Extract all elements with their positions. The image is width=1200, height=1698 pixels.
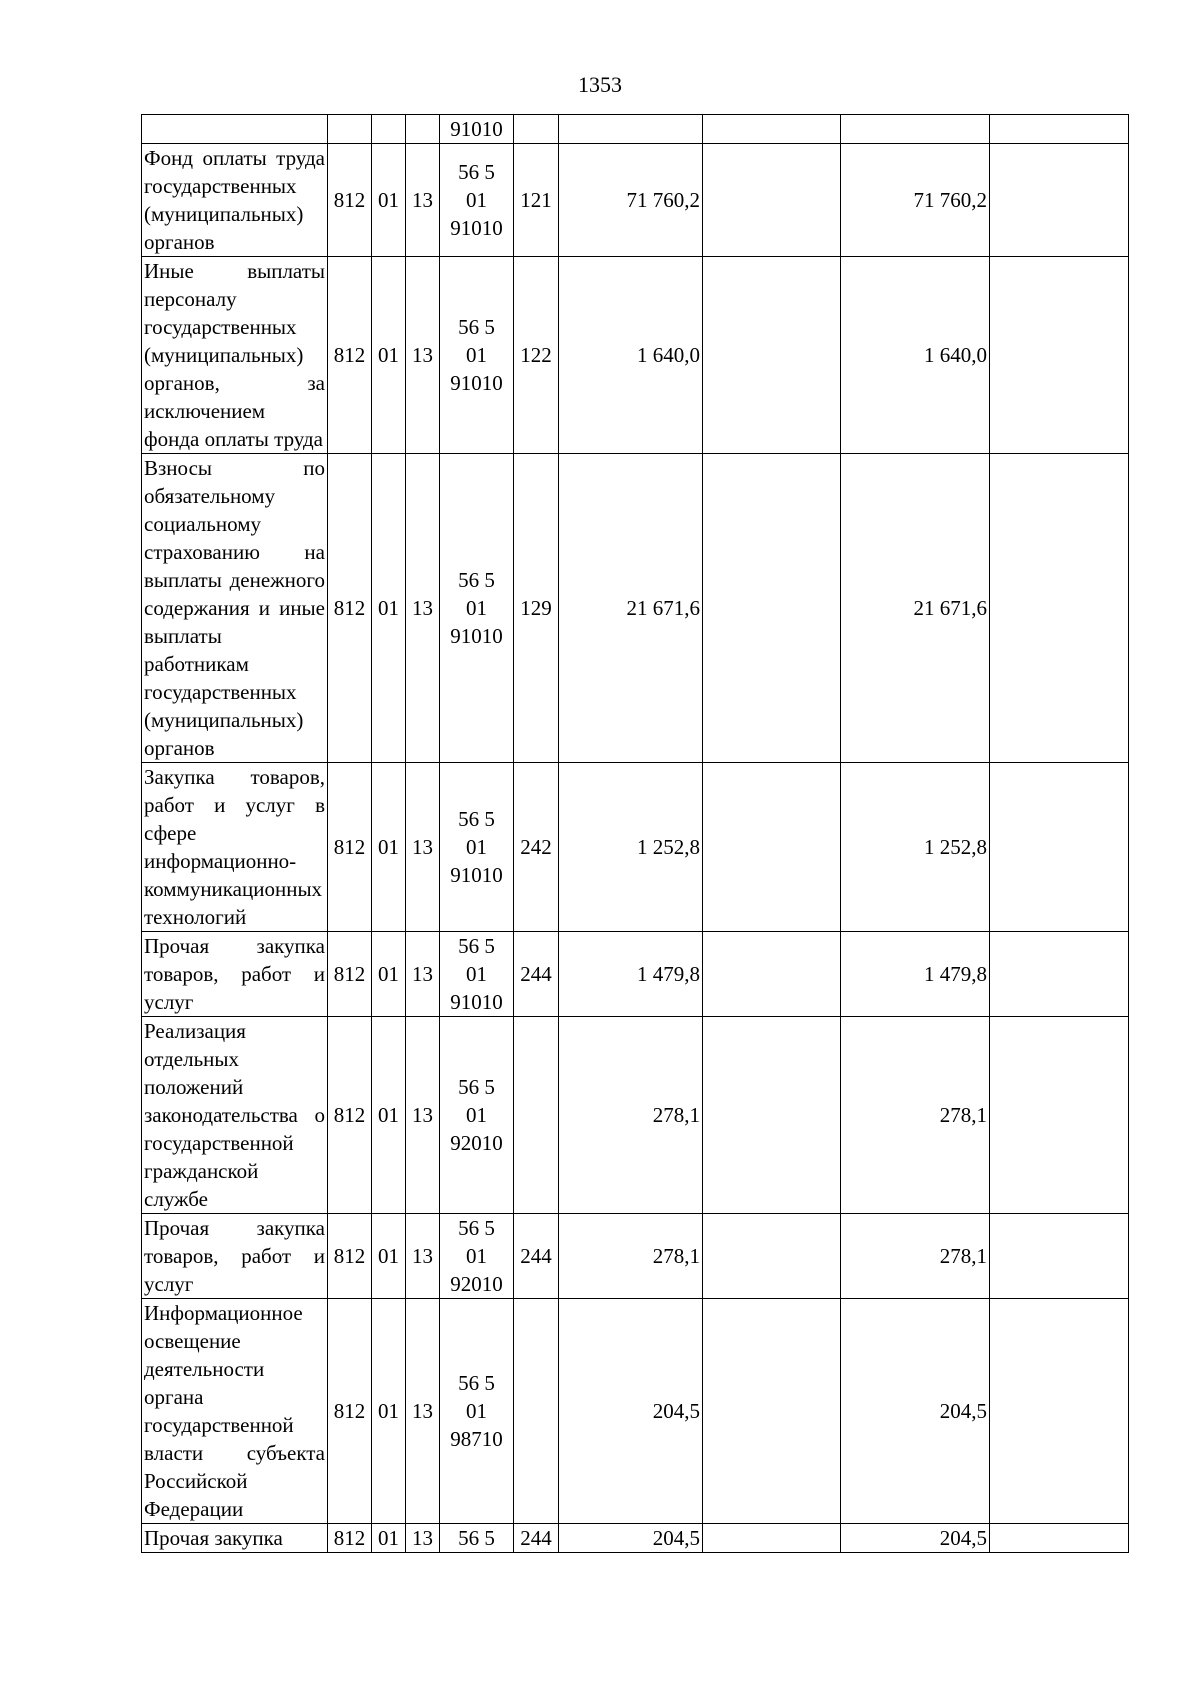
- expense-type-code-cell: 244: [514, 1214, 559, 1299]
- subsection-code-cell: 13: [406, 1524, 440, 1553]
- expense-type-code-cell: 244: [514, 932, 559, 1017]
- expense-type-code-cell: 129: [514, 454, 559, 763]
- code-part: 01: [466, 596, 487, 620]
- table-row: [142, 454, 1129, 763]
- section-code-cell: 01: [372, 1524, 406, 1553]
- amount-cell: 71 760,2: [559, 144, 703, 257]
- target-article-code-cell: [440, 1017, 514, 1214]
- expense-type-code-cell: 242: [514, 763, 559, 932]
- code-part: 01: [466, 1244, 487, 1268]
- department-code-cell: [328, 115, 372, 144]
- code-part: 01: [466, 1399, 487, 1423]
- amount-cell: 1 252,8: [841, 763, 990, 932]
- code-part: 91010: [450, 117, 503, 141]
- expense-name-cell: Прочая закупка: [142, 1524, 328, 1553]
- code-part: 01: [466, 188, 487, 212]
- amount-cell: 1 640,0: [841, 257, 990, 454]
- amount-cell: 1 479,8: [559, 932, 703, 1017]
- code-part: 91010: [450, 863, 503, 887]
- section-code-cell: 01: [372, 1214, 406, 1299]
- expense-type-code-cell: 122: [514, 257, 559, 454]
- target-article-code-cell: [440, 144, 514, 257]
- section-code-cell: 01: [372, 144, 406, 257]
- amount-cell: [703, 1524, 841, 1553]
- amount-cell: 21 671,6: [841, 454, 990, 763]
- table-row: [142, 1299, 1129, 1524]
- page-number: 1353: [578, 72, 622, 97]
- amount-cell: [990, 144, 1129, 257]
- department-code-cell: 812: [328, 932, 372, 1017]
- amount-cell: 204,5: [559, 1524, 703, 1553]
- expense-name-cell: [142, 115, 328, 144]
- target-article-code-cell: [440, 257, 514, 454]
- code-part: 92010: [450, 1272, 503, 1296]
- code-part: 01: [466, 1103, 487, 1127]
- section-code-cell: 01: [372, 763, 406, 932]
- department-code-cell: 812: [328, 257, 372, 454]
- code-part: 91010: [450, 216, 503, 240]
- table-row: [142, 257, 1129, 454]
- amount-cell: 21 671,6: [559, 454, 703, 763]
- amount-cell: [990, 1299, 1129, 1524]
- expense-name-cell: Взносы по обязательному социальному страхованию на выплаты денежного содержания и иные выплаты работникам государственных (муниципальных) органов: [142, 454, 328, 763]
- department-code-cell: 812: [328, 1214, 372, 1299]
- section-code-cell: 01: [372, 1017, 406, 1214]
- expense-type-code-cell: 121: [514, 144, 559, 257]
- table-row: [142, 1524, 1129, 1553]
- code-part: 56 5: [458, 1526, 495, 1550]
- expense-type-code-cell: 244: [514, 1524, 559, 1553]
- amount-cell: 278,1: [559, 1017, 703, 1214]
- code-part: 01: [466, 835, 487, 859]
- amount-cell: 204,5: [841, 1524, 990, 1553]
- department-code-cell: 812: [328, 454, 372, 763]
- expense-name-cell: Иные выплаты персоналу государственных (муниципальных) органов, за исключением фонда оплаты труда: [142, 257, 328, 454]
- department-code-cell: 812: [328, 144, 372, 257]
- expense-type-code-cell: [514, 1299, 559, 1524]
- subsection-code-cell: 13: [406, 932, 440, 1017]
- department-code-cell: 812: [328, 763, 372, 932]
- code-part: 01: [466, 962, 487, 986]
- code-part: 98710: [450, 1427, 503, 1451]
- target-article-code-cell: [440, 454, 514, 763]
- amount-cell: [703, 1214, 841, 1299]
- amount-cell: [559, 115, 703, 144]
- amount-cell: 204,5: [559, 1299, 703, 1524]
- expense-name-cell: Информационное освещение деятельности органа государственной власти субъекта Российской Федерации: [142, 1299, 328, 1524]
- department-code-cell: 812: [328, 1017, 372, 1214]
- amount-cell: [990, 763, 1129, 932]
- amount-cell: [703, 763, 841, 932]
- code-part: 56 5: [458, 1216, 495, 1240]
- amount-cell: [703, 932, 841, 1017]
- code-part: 56 5: [458, 160, 495, 184]
- amount-cell: [703, 1017, 841, 1214]
- subsection-code-cell: 13: [406, 1017, 440, 1214]
- amount-cell: 1 479,8: [841, 932, 990, 1017]
- amount-cell: [703, 144, 841, 257]
- code-part: 56 5: [458, 807, 495, 831]
- target-article-code-cell: [440, 115, 514, 144]
- target-article-code-cell: [440, 1524, 514, 1553]
- code-part: 56 5: [458, 315, 495, 339]
- section-code-cell: [372, 115, 406, 144]
- amount-cell: [703, 257, 841, 454]
- table-body: [142, 115, 1129, 1553]
- code-part: 56 5: [458, 568, 495, 592]
- expense-type-code-cell: [514, 1017, 559, 1214]
- expense-name-cell: Реализация отдельных положений законодательства о государственной гражданской службе: [142, 1017, 328, 1214]
- section-code-cell: 01: [372, 454, 406, 763]
- code-part: 92010: [450, 1131, 503, 1155]
- table-row: [142, 1214, 1129, 1299]
- expense-name-cell: Закупка товаров, работ и услуг в сфере информационно-коммуникационных технологий: [142, 763, 328, 932]
- budget-table: [141, 114, 1129, 1553]
- target-article-code-cell: [440, 1299, 514, 1524]
- expense-type-code-cell: [514, 115, 559, 144]
- table-row: [142, 1017, 1129, 1214]
- code-part: 56 5: [458, 1075, 495, 1099]
- amount-cell: 1 640,0: [559, 257, 703, 454]
- amount-cell: 71 760,2: [841, 144, 990, 257]
- subsection-code-cell: 13: [406, 1214, 440, 1299]
- section-code-cell: 01: [372, 932, 406, 1017]
- table-row: [142, 115, 1129, 144]
- amount-cell: 278,1: [841, 1017, 990, 1214]
- amount-cell: [990, 257, 1129, 454]
- amount-cell: [990, 1524, 1129, 1553]
- section-code-cell: 01: [372, 1299, 406, 1524]
- code-part: 91010: [450, 990, 503, 1014]
- table-row: [142, 932, 1129, 1017]
- table-row: [142, 763, 1129, 932]
- subsection-code-cell: 13: [406, 763, 440, 932]
- target-article-code-cell: [440, 763, 514, 932]
- expense-name-cell: Прочая закупка товаров, работ и услуг: [142, 1214, 328, 1299]
- amount-cell: [990, 1214, 1129, 1299]
- amount-cell: 204,5: [841, 1299, 990, 1524]
- amount-cell: [990, 115, 1129, 144]
- code-part: 56 5: [458, 1371, 495, 1395]
- subsection-code-cell: 13: [406, 257, 440, 454]
- section-code-cell: 01: [372, 257, 406, 454]
- target-article-code-cell: [440, 932, 514, 1017]
- amount-cell: [990, 932, 1129, 1017]
- amount-cell: [703, 454, 841, 763]
- code-part: 91010: [450, 371, 503, 395]
- amount-cell: [841, 115, 990, 144]
- amount-cell: [703, 1299, 841, 1524]
- amount-cell: [990, 1017, 1129, 1214]
- amount-cell: 278,1: [559, 1214, 703, 1299]
- subsection-code-cell: 13: [406, 144, 440, 257]
- code-part: 56 5: [458, 934, 495, 958]
- code-part: 91010: [450, 624, 503, 648]
- amount-cell: [990, 454, 1129, 763]
- amount-cell: 1 252,8: [559, 763, 703, 932]
- table-row: [142, 144, 1129, 257]
- target-article-code-cell: [440, 1214, 514, 1299]
- subsection-code-cell: 13: [406, 454, 440, 763]
- subsection-code-cell: 13: [406, 1299, 440, 1524]
- department-code-cell: 812: [328, 1299, 372, 1524]
- amount-cell: [703, 115, 841, 144]
- expense-name-cell: Прочая закупка товаров, работ и услуг: [142, 932, 328, 1017]
- department-code-cell: 812: [328, 1524, 372, 1553]
- expense-name-cell: Фонд оплаты труда государственных (муниципальных) органов: [142, 144, 328, 257]
- amount-cell: 278,1: [841, 1214, 990, 1299]
- subsection-code-cell: [406, 115, 440, 144]
- code-part: 01: [466, 343, 487, 367]
